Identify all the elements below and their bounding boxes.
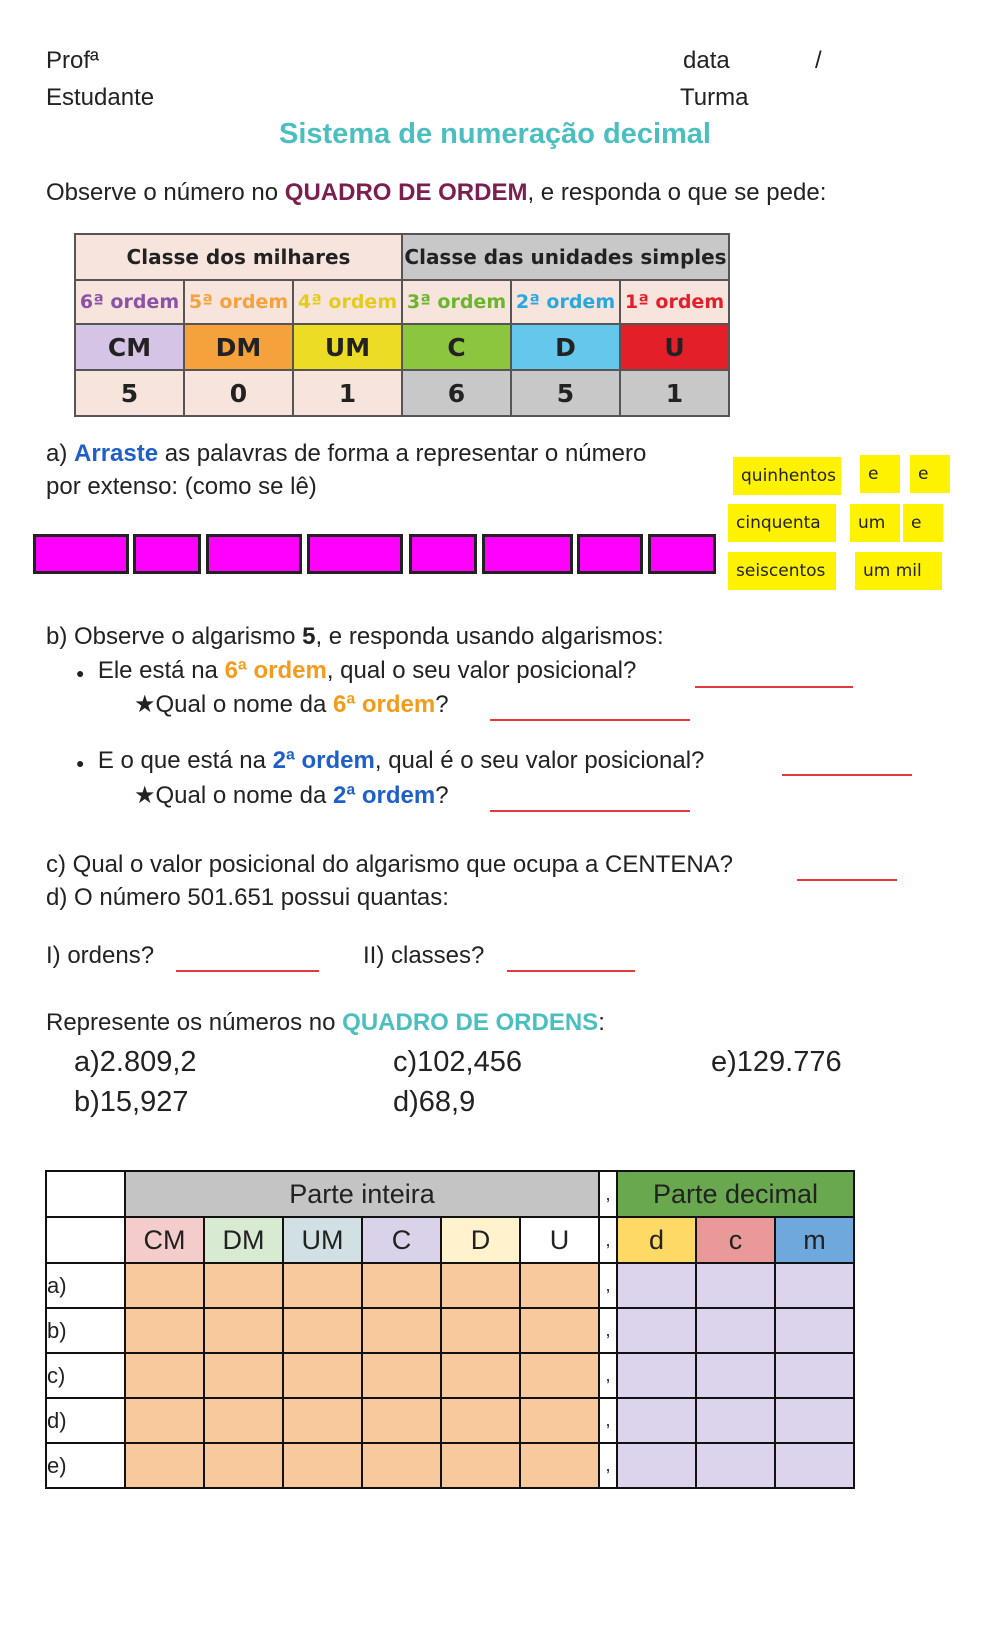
comma-cell: , [599, 1263, 617, 1308]
digit-cell[interactable] [283, 1398, 362, 1443]
col-header: CM [125, 1217, 204, 1263]
order-code: U [620, 324, 729, 370]
answer-blank[interactable] [695, 664, 853, 688]
digit-cell[interactable] [617, 1263, 696, 1308]
digit-cell[interactable] [283, 1263, 362, 1308]
question-b2-order: 2ª ordem [272, 747, 375, 774]
col-header: U [520, 1217, 599, 1263]
question-a-verb: Arraste [74, 440, 159, 467]
bullet-icon: ● [76, 665, 85, 681]
digit-cell[interactable] [617, 1308, 696, 1353]
digit-cell[interactable] [520, 1398, 599, 1443]
digit-cell[interactable] [204, 1308, 283, 1353]
word-tile[interactable]: quinhentos [733, 457, 841, 495]
intro-pre: Observe o número no [46, 179, 285, 206]
digit-cell[interactable] [617, 1443, 696, 1488]
represent-pre: Represente os números no [46, 1009, 343, 1036]
question-a-rest: as palavras de forma a representar o número [158, 440, 647, 467]
order-digit: 0 [184, 370, 293, 416]
question-a-line1 [46, 439, 646, 469]
order-label: 4ª ordem [293, 280, 402, 324]
col-header: d [617, 1217, 696, 1263]
question-b2-star-post: ? [435, 782, 449, 809]
student-label: Estudante [46, 84, 155, 111]
word-tile[interactable]: cinquenta [728, 504, 836, 542]
digit-cell[interactable] [441, 1443, 520, 1488]
col-header: UM [283, 1217, 362, 1263]
order-code: UM [293, 324, 402, 370]
question-c: c) Qual o valor posicional do algarismo que ocupa a CENTENA? [46, 851, 734, 878]
comma-cell: , [599, 1308, 617, 1353]
digit-cell[interactable] [283, 1353, 362, 1398]
order-label: 3ª ordem [402, 280, 511, 324]
digit-cell[interactable] [441, 1263, 520, 1308]
col-header: D [441, 1217, 520, 1263]
order-code: C [402, 324, 511, 370]
word-tile[interactable]: e [910, 455, 950, 493]
col-header: c [696, 1217, 775, 1263]
order-digit: 1 [293, 370, 402, 416]
represent-highlight: QUADRO DE ORDENS [342, 1009, 599, 1036]
question-b1-order: 6ª ordem [224, 657, 327, 684]
date-label: data [683, 47, 730, 74]
comma-cell: , [599, 1217, 617, 1263]
digit-cell[interactable] [520, 1308, 599, 1353]
comma-cell: , [599, 1353, 617, 1398]
digit-cell[interactable] [775, 1263, 854, 1308]
question-b1-star-pre: Qual o nome da [155, 691, 333, 718]
drop-slot-7[interactable] [577, 534, 643, 574]
star-icon: ★ [134, 691, 156, 718]
digit-cell[interactable] [696, 1398, 775, 1443]
orders-table [45, 1170, 855, 1489]
drop-slot-2[interactable] [133, 534, 201, 574]
row-label: e) [46, 1443, 125, 1488]
digit-cell[interactable] [362, 1353, 441, 1398]
intro-highlight: QUADRO DE ORDEM [284, 179, 528, 206]
digit-cell[interactable] [204, 1443, 283, 1488]
question-b2-star [134, 781, 449, 811]
page-title: Sistema de numeração decimal [279, 118, 711, 150]
answer-blank[interactable] [507, 948, 635, 972]
col-header: DM [204, 1217, 283, 1263]
answer-blank[interactable] [490, 788, 690, 812]
word-tile[interactable]: e [903, 504, 943, 542]
number-item: c)102,456 [393, 1046, 522, 1078]
row-label: d) [46, 1398, 125, 1443]
order-digit: 5 [511, 370, 620, 416]
digit-cell[interactable] [696, 1353, 775, 1398]
question-b2-star-order: 2ª ordem [332, 782, 436, 809]
digit-cell[interactable] [283, 1308, 362, 1353]
number-item: a)2.809,2 [74, 1046, 197, 1078]
comma-cell: , [599, 1398, 617, 1443]
digit-cell[interactable] [775, 1398, 854, 1443]
question-b2-pre: E o que está na [97, 747, 273, 774]
digit-cell[interactable] [125, 1443, 204, 1488]
intro-text [46, 178, 826, 208]
question-d-classes: II) classes? [363, 942, 485, 969]
digit-cell[interactable] [125, 1398, 204, 1443]
digit-cell[interactable] [125, 1263, 204, 1308]
order-code: CM [75, 324, 184, 370]
question-b1-post: , qual o seu valor posicional? [326, 657, 637, 684]
order-label: 2ª ordem [511, 280, 620, 324]
comma-cell: , [599, 1443, 617, 1488]
digit-cell[interactable] [125, 1353, 204, 1398]
word-tile[interactable]: e [860, 455, 900, 493]
digit-cell[interactable] [520, 1263, 599, 1308]
drop-slot-8[interactable] [648, 534, 716, 574]
row-label: b) [46, 1308, 125, 1353]
order-digit: 6 [402, 370, 511, 416]
drop-slot-5[interactable] [409, 534, 477, 574]
digit-cell[interactable] [775, 1443, 854, 1488]
drop-slot-1[interactable] [33, 534, 129, 574]
number-item: e)129.776 [711, 1046, 842, 1078]
question-b2-star-pre: Qual o nome da [155, 782, 333, 809]
integer-part-header: Parte inteira [125, 1171, 599, 1217]
digit-cell[interactable] [283, 1443, 362, 1488]
drop-slot-4[interactable] [307, 534, 403, 574]
digit-cell[interactable] [204, 1263, 283, 1308]
word-tile[interactable]: um mil [855, 552, 942, 590]
digit-cell[interactable] [696, 1308, 775, 1353]
question-b-digit: 5 [302, 623, 316, 650]
col-header: C [362, 1217, 441, 1263]
question-b2 [76, 746, 704, 778]
teacher-label: Profª [46, 47, 99, 74]
question-a-prefix: a) [46, 440, 75, 467]
question-b1 [76, 656, 636, 688]
bullet-icon: ● [76, 755, 85, 771]
digit-cell[interactable] [775, 1308, 854, 1353]
answer-blank[interactable] [782, 752, 912, 776]
question-b1-pre: Ele está na [97, 657, 225, 684]
class-thousands: Classe dos milhares [75, 234, 402, 280]
digit-cell[interactable] [520, 1353, 599, 1398]
order-label: 1ª ordem [620, 280, 729, 324]
digit-cell[interactable] [520, 1443, 599, 1488]
order-digit: 5 [75, 370, 184, 416]
digit-cell[interactable] [775, 1353, 854, 1398]
digit-cell[interactable] [204, 1353, 283, 1398]
date-slash: / [815, 47, 822, 74]
intro-post: , e responda o que se pede: [527, 179, 827, 206]
corner-cell [46, 1217, 125, 1263]
digit-cell[interactable] [362, 1308, 441, 1353]
digit-cell[interactable] [362, 1263, 441, 1308]
digit-cell[interactable] [441, 1353, 520, 1398]
represent-post: : [598, 1009, 605, 1036]
question-b-intro-post: , e responda usando algarismos: [315, 623, 664, 650]
order-label: 6ª ordem [75, 280, 184, 324]
order-label: 5ª ordem [184, 280, 293, 324]
question-b2-post: , qual é o seu valor posicional? [374, 747, 705, 774]
question-b1-star [134, 690, 449, 720]
digit-cell[interactable] [125, 1308, 204, 1353]
class-label: Turma [680, 84, 749, 111]
question-d-orders: I) ordens? [46, 942, 155, 969]
answer-blank[interactable] [797, 857, 897, 881]
decimal-part-header: Parte decimal [617, 1171, 854, 1217]
question-d: d) O número 501.651 possui quantas: [46, 884, 449, 911]
star-icon: ★ [134, 782, 156, 809]
col-header: m [775, 1217, 854, 1263]
digit-cell[interactable] [441, 1398, 520, 1443]
digit-cell[interactable] [362, 1398, 441, 1443]
question-b1-star-order: 6ª ordem [332, 691, 436, 718]
digit-cell[interactable] [696, 1443, 775, 1488]
digit-cell[interactable] [617, 1353, 696, 1398]
drop-slot-6[interactable] [482, 534, 573, 574]
order-table [74, 233, 730, 417]
order-code: DM [184, 324, 293, 370]
comma-cell: , [599, 1171, 617, 1217]
word-tile[interactable]: seiscentos [728, 552, 836, 590]
class-units: Classe das unidades simples [402, 234, 729, 280]
question-b1-star-post: ? [435, 691, 449, 718]
order-digit: 1 [620, 370, 729, 416]
word-tile[interactable]: um [850, 504, 900, 542]
answer-blank[interactable] [490, 697, 690, 721]
order-code: D [511, 324, 620, 370]
represent-instruction [46, 1008, 605, 1038]
number-item: b)15,927 [74, 1086, 189, 1118]
digit-cell[interactable] [617, 1398, 696, 1443]
digit-cell[interactable] [696, 1263, 775, 1308]
drop-slot-3[interactable] [206, 534, 302, 574]
row-label: c) [46, 1353, 125, 1398]
question-b-intro-pre: b) Observe o algarismo [46, 623, 303, 650]
digit-cell[interactable] [441, 1308, 520, 1353]
question-a-line2: por extenso: (como se lê) [46, 473, 317, 500]
digit-cell[interactable] [362, 1443, 441, 1488]
answer-blank[interactable] [176, 948, 319, 972]
number-item: d)68,9 [393, 1086, 476, 1118]
question-b-intro [46, 622, 664, 652]
digit-cell[interactable] [204, 1398, 283, 1443]
corner-cell [46, 1171, 125, 1217]
row-label: a) [46, 1263, 125, 1308]
